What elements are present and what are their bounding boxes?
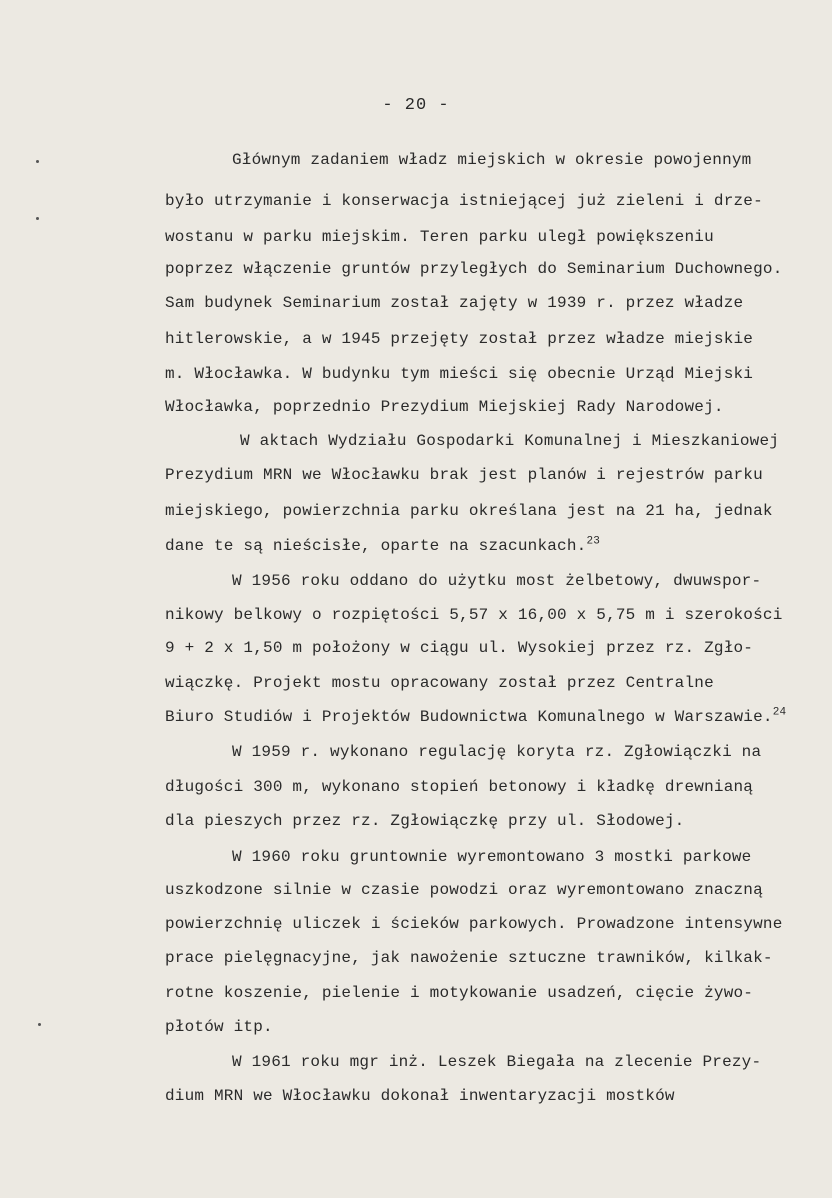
text-line — [165, 536, 600, 556]
footnote-marker-24: 24 — [772, 706, 787, 719]
text-line: m. Włocławka. W budynku tym mieści się obecnie Urząd Miejski — [165, 365, 754, 383]
text-line: Głównym zadaniem władz miejskich w okresie powojennym — [232, 151, 752, 169]
margin-mark — [36, 217, 39, 220]
text-line: W 1961 roku mgr inż. Leszek Biegała na zlecenie Prezy- — [232, 1053, 762, 1071]
text-line: nikowy belkowy o rozpiętości 5,57 x 16,00 x 5,75 m i szerokości — [165, 606, 783, 624]
text-line: W aktach Wydziału Gospodarki Komunalnej i Mieszkaniowej — [240, 432, 780, 450]
page-number: - 20 - — [382, 96, 450, 115]
text-line: płotów itp. — [165, 1018, 273, 1036]
text-line: wiączkę. Projekt mostu opracowany został przez Centralne — [165, 674, 714, 692]
text-segment: dane te są nieścisłe, oparte na szacunkach. — [165, 537, 587, 555]
text-line: 9 + 2 x 1,50 m położony w ciągu ul. Wysokiej przez rz. Zgło- — [165, 639, 754, 657]
text-line: dium MRN we Włocławku dokonał inwentaryzacji mostków — [165, 1087, 675, 1105]
text-line: Włocławka, poprzednio Prezydium Miejskiej Rady Narodowej. — [165, 398, 724, 416]
margin-mark — [36, 160, 39, 163]
margin-mark — [38, 1023, 41, 1026]
text-line: W 1960 roku gruntownie wyremontowano 3 mostki parkowe — [232, 848, 752, 866]
text-line: W 1956 roku oddano do użytku most żelbetowy, dwuwspor- — [232, 572, 762, 590]
text-line: dla pieszych przez rz. Zgłowiączkę przy ul. Słodowej. — [165, 812, 685, 830]
text-line: powierzchnię uliczek i ścieków parkowych. Prowadzone intensywne — [165, 915, 783, 933]
text-segment: Biuro Studiów i Projektów Budownictwa Komunalnego w Warszawie. — [165, 708, 773, 726]
footnote-marker-23: 23 — [586, 535, 601, 548]
text-line: poprzez włączenie gruntów przyległych do Seminarium Duchownego. — [165, 260, 783, 278]
text-line — [165, 707, 786, 727]
text-line: prace pielęgnacyjne, jak nawożenie sztuczne trawników, kilkak- — [165, 949, 773, 967]
text-line: miejskiego, powierzchnia parku określana jest na 21 ha, jednak — [165, 502, 773, 520]
text-line: długości 300 m, wykonano stopień betonowy i kładkę drewnianą — [165, 778, 754, 796]
text-line: W 1959 r. wykonano regulację koryta rz. Zgłowiączki na — [232, 743, 762, 761]
text-line: rotne koszenie, pielenie i motykowanie usadzeń, cięcie żywo- — [165, 984, 754, 1002]
text-line: wostanu w parku miejskim. Teren parku uległ powiększeniu — [165, 228, 714, 246]
text-line: uszkodzone silnie w czasie powodzi oraz wyremontowano znaczną — [165, 881, 763, 899]
text-line: Sam budynek Seminarium został zajęty w 1939 r. przez władze — [165, 294, 744, 312]
text-line: Prezydium MRN we Włocławku brak jest planów i rejestrów parku — [165, 466, 763, 484]
text-line: było utrzymanie i konserwacja istniejącej już zieleni i drze- — [165, 192, 763, 210]
text-line: hitlerowskie, a w 1945 przejęty został przez władze miejskie — [165, 330, 754, 348]
